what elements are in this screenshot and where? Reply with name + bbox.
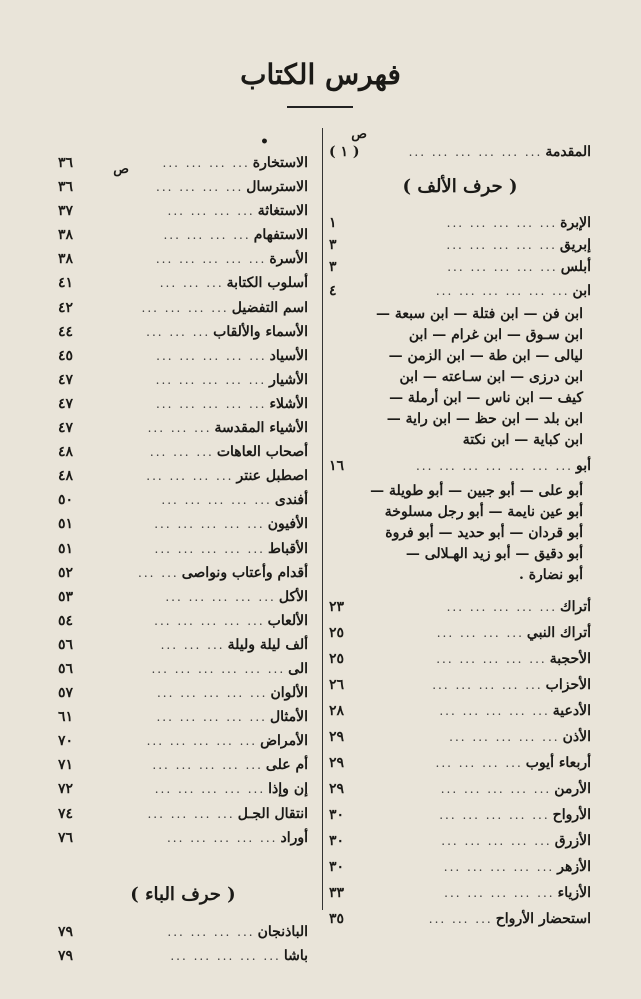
index-entry bbox=[58, 633, 308, 657]
page-number: ٣٥ bbox=[329, 911, 345, 927]
leader-dots: ... ... ... bbox=[146, 324, 211, 339]
index-entry bbox=[58, 537, 308, 561]
page-number: ٣ bbox=[329, 237, 337, 253]
entry-title: أقدام وأعتاب ونواصى bbox=[181, 564, 308, 581]
leader-dots: ... ... ... ... ... bbox=[155, 252, 267, 267]
entry-title: اسم التفضيل bbox=[231, 299, 308, 316]
leader-dots: ... ... ... ... ... bbox=[154, 613, 265, 628]
entry-title: الاستفهام bbox=[253, 227, 308, 244]
page-number: ٤٤ bbox=[58, 323, 74, 340]
leader-dots: ... ... ... ... ... bbox=[146, 734, 258, 749]
entry-title: الأقباط bbox=[267, 540, 308, 557]
entry-title: إن وإذا bbox=[268, 781, 308, 798]
left-entries bbox=[58, 151, 308, 850]
index-entry bbox=[58, 344, 308, 368]
entry-title: ابن bbox=[572, 283, 591, 299]
entry-title: الأسماء والألقاب bbox=[213, 323, 308, 340]
index-entry bbox=[329, 750, 591, 776]
leader-dots: ... ... ... ... ... bbox=[446, 216, 558, 230]
subentry-line: أبو دقيق — أبو زيد الهـلالى — bbox=[405, 546, 583, 562]
subentry-line: ابن كباية — ابن نكتة bbox=[462, 432, 583, 448]
leader-dots: ... ... ... bbox=[147, 421, 212, 436]
subentry-line: أبو عين نايمة — أبو رجل مسلوخة bbox=[384, 504, 583, 520]
leader-dots: ... ... ... ... ... bbox=[447, 260, 558, 274]
page-number: ٣ bbox=[329, 259, 337, 275]
index-entry bbox=[58, 585, 308, 609]
index-entry bbox=[58, 271, 308, 295]
entry-title: باشا bbox=[283, 947, 308, 964]
leader-dots: ... ... ... ... ... bbox=[154, 541, 265, 556]
leader-dots: ... ... ... ... ... ... bbox=[435, 284, 570, 298]
page-number: ٧٤ bbox=[58, 805, 74, 822]
leader-dots: ... ... ... ... ... bbox=[439, 704, 550, 718]
page-number: ٣٧ bbox=[58, 203, 74, 220]
entry-title: أوراد bbox=[280, 829, 308, 846]
leader-dots: ... ... ... ... ... bbox=[155, 372, 267, 387]
entry-title: الأمراض bbox=[260, 733, 308, 750]
index-entry bbox=[58, 826, 308, 850]
index-entry bbox=[329, 212, 591, 234]
subentry-line: ابن بلد — ابن حظ — ابن راية — bbox=[386, 411, 583, 427]
leader-dots: ... ... ... ... ... bbox=[161, 493, 272, 508]
entry-title: الإبرة bbox=[560, 215, 591, 231]
leader-dots: ... ... bbox=[138, 565, 179, 580]
entry-title: انتقال الجـل bbox=[237, 805, 308, 822]
entry-title: الأشياء المقدسة bbox=[214, 420, 308, 437]
page-number: ٥٦ bbox=[58, 636, 74, 653]
entry-title: أربعاء أيوب bbox=[525, 755, 591, 771]
page-number: ١٦ bbox=[329, 458, 345, 474]
leader-dots: ... ... ... ... ... bbox=[443, 860, 555, 874]
entry-title: الألوان bbox=[270, 685, 308, 702]
leader-dots: ... ... ... ... ... bbox=[440, 782, 552, 796]
entry-title: أتراك النبي bbox=[526, 625, 591, 641]
subentry-line: ابن درزى — ابن سـاعته — ابن bbox=[399, 369, 583, 385]
leader-dots: ... ... ... ... bbox=[156, 180, 244, 195]
leader-dots: ... ... ... ... ... bbox=[441, 834, 552, 848]
leader-dots: ... ... ... ... bbox=[436, 626, 524, 640]
leader-dots: ... ... ... ... ... bbox=[155, 396, 267, 411]
page-number: ٢٥ bbox=[329, 651, 345, 667]
leader-dots: ... ... ... ... ... bbox=[166, 830, 278, 845]
entry-title: أصحاب العاهات bbox=[216, 444, 308, 461]
page-number: ٤٧ bbox=[58, 420, 74, 437]
leader-dots: ... ... ... ... bbox=[162, 156, 250, 170]
page-number: ٢٥ bbox=[329, 625, 345, 641]
page-number: ٣٠ bbox=[329, 859, 345, 875]
index-entry bbox=[329, 906, 591, 932]
index-entry bbox=[58, 561, 308, 585]
entry-title: الى bbox=[288, 660, 308, 677]
entry-title: الأزهر bbox=[557, 859, 591, 875]
subentry-line: ليالى — ابن طة — ابن الزمن — bbox=[388, 348, 583, 364]
index-entry bbox=[58, 440, 308, 464]
page-number: ٥٠ bbox=[58, 492, 74, 509]
entry-title: ألف ليلة وليلة bbox=[227, 636, 308, 653]
leader-dots: ... ... ... ... bbox=[147, 806, 235, 821]
entry-title: الاستغاثة bbox=[257, 203, 308, 220]
leader-dots: ... ... ... bbox=[149, 445, 214, 460]
page-number: ٢٩ bbox=[329, 729, 345, 745]
page-number: ٥٤ bbox=[58, 612, 74, 629]
page-number: ٢٨ bbox=[329, 703, 345, 719]
entry-title: الأحزاب bbox=[545, 677, 591, 693]
page-number: ٥٧ bbox=[58, 685, 74, 702]
index-entry bbox=[58, 705, 308, 729]
leader-dots: ... ... ... ... ... bbox=[156, 686, 268, 701]
title-underline bbox=[287, 106, 353, 108]
leader-dots: ... ... ... ... ... bbox=[449, 730, 560, 744]
entry-title: الأمثال bbox=[269, 709, 308, 726]
entry-title: الألعاب bbox=[267, 612, 308, 629]
page-number: ٣٨ bbox=[58, 227, 74, 244]
page-number: ٢٩ bbox=[329, 755, 345, 771]
leader-dots: ... ... ... ... bbox=[141, 300, 229, 315]
index-entry bbox=[58, 247, 308, 271]
index-entry bbox=[58, 512, 308, 536]
index-entry bbox=[329, 234, 591, 256]
entry-title: الأرمن bbox=[554, 781, 591, 797]
page-number: ٣٨ bbox=[58, 251, 74, 268]
index-entry bbox=[58, 657, 308, 681]
index-entry bbox=[58, 944, 308, 968]
index-entry bbox=[329, 278, 591, 304]
page-number: ٤٧ bbox=[58, 395, 74, 412]
page-number: ٤٥ bbox=[58, 347, 74, 364]
index-entry bbox=[58, 609, 308, 633]
index-entry bbox=[58, 488, 308, 512]
leader-dots: ... ... ... ... bbox=[167, 204, 255, 219]
page-number: ٣٦ bbox=[58, 179, 74, 196]
right-page-abbrev: ص bbox=[351, 127, 367, 142]
index-entry bbox=[329, 256, 591, 278]
leader-dots: ... ... ... ... ... bbox=[152, 758, 263, 773]
leader-dots: ... ... ... ... ... bbox=[436, 652, 547, 666]
leader-dots: ... ... ... ... ... bbox=[444, 886, 555, 900]
entry-title: الأزياء bbox=[557, 885, 591, 901]
leader-dots: ... ... ... bbox=[159, 276, 224, 291]
index-entry bbox=[58, 223, 308, 247]
index-entry bbox=[329, 594, 591, 620]
index-entry bbox=[58, 175, 308, 199]
subentry-line: كيف — ابن ناس — ابن أرملة — bbox=[389, 390, 583, 406]
index-entry bbox=[329, 451, 591, 481]
entry-title: الأحجبة bbox=[549, 651, 591, 667]
leader-dots: ... ... ... ... ... ... ... bbox=[415, 459, 573, 473]
column-divider bbox=[322, 128, 323, 910]
bullet-mark: • bbox=[260, 134, 269, 150]
entry-title: الأزرق bbox=[554, 833, 591, 849]
entry-title: اصطبل عنتر bbox=[236, 468, 308, 485]
page-number: ١ bbox=[329, 215, 337, 231]
leader-dots: ... ... ... ... ... ... bbox=[151, 661, 286, 676]
index-entry bbox=[329, 854, 591, 880]
page-number: ٧٦ bbox=[58, 829, 74, 846]
leader-dots: ... ... ... ... ... ... bbox=[408, 145, 543, 159]
abu-subentries bbox=[329, 481, 591, 586]
index-entry bbox=[58, 151, 308, 175]
section-heading-ba: ( حرف الباء ) bbox=[130, 883, 236, 905]
index-entry bbox=[58, 296, 308, 320]
leader-dots: ... ... ... ... ... bbox=[154, 517, 265, 532]
index-entry bbox=[58, 199, 308, 223]
ibn-subentries bbox=[329, 304, 591, 451]
index-entry bbox=[329, 646, 591, 672]
index-entry bbox=[58, 416, 308, 440]
subentry-line: أبو على — أبو جبين — أبو طويلة — bbox=[370, 483, 583, 499]
index-entry bbox=[329, 880, 591, 906]
index-entry bbox=[329, 828, 591, 854]
index-entry bbox=[58, 681, 308, 705]
section-heading-alif: ( حرف الألف ) bbox=[402, 176, 518, 197]
entry-title: الأفيون bbox=[267, 516, 308, 533]
leader-dots: ... ... ... ... bbox=[163, 228, 251, 243]
page-number: ٣٣ bbox=[329, 885, 345, 901]
subentry-line: ابن فن — ابن فتلة — ابن سبعة — bbox=[376, 306, 583, 322]
page-number: ٤٧ bbox=[58, 371, 74, 388]
page-number: ٤١ bbox=[58, 275, 74, 292]
page-number: ٣٦ bbox=[58, 155, 74, 171]
page-number: ٧٩ bbox=[58, 947, 74, 964]
entry-title: المقدمة bbox=[545, 144, 591, 160]
page-number: ٥٣ bbox=[58, 588, 74, 605]
page-number: ٥١ bbox=[58, 516, 74, 533]
entry-title: أفندى bbox=[274, 492, 308, 509]
page-number: ٥٦ bbox=[58, 660, 74, 677]
entry-title: أتراك bbox=[560, 599, 591, 615]
page-number: ٤٢ bbox=[58, 299, 74, 316]
index-entry bbox=[329, 620, 591, 646]
leader-dots: ... ... ... ... ... bbox=[154, 782, 266, 797]
leader-dots: ... ... ... ... ... bbox=[446, 600, 558, 614]
page-title: فهرس الكتاب bbox=[240, 58, 401, 91]
index-entry bbox=[58, 320, 308, 344]
index-entry bbox=[58, 464, 308, 488]
entry-title: الأذن bbox=[562, 729, 591, 745]
entry-title: الأسرة bbox=[269, 251, 308, 268]
entry-title: الاستخارة bbox=[252, 155, 308, 171]
leader-dots: ... ... ... ... bbox=[167, 924, 255, 939]
entry-title: أبلس bbox=[560, 259, 591, 275]
page-number: ٤٨ bbox=[58, 444, 74, 461]
entry-title: الأدعية bbox=[552, 703, 591, 719]
page-number: ( ١ ) bbox=[329, 144, 360, 160]
index-entry bbox=[58, 753, 308, 777]
index-entry bbox=[58, 392, 308, 416]
entry-title: أم على bbox=[265, 757, 308, 774]
entry-title: الأرواح bbox=[552, 807, 591, 823]
index-entry bbox=[329, 776, 591, 802]
subentry-line: أبو قردان — أبو حديد — أبو فروة bbox=[385, 525, 583, 541]
page-number: ٤ bbox=[329, 283, 337, 299]
entry-title: أبو bbox=[575, 458, 591, 474]
index-entry bbox=[329, 144, 591, 160]
index-entry bbox=[329, 802, 591, 828]
page-number: ٢٩ bbox=[329, 781, 345, 797]
leader-dots: ... ... ... ... ... bbox=[170, 948, 281, 963]
page-number: ٣٠ bbox=[329, 807, 345, 823]
page-number: ٧٩ bbox=[58, 923, 74, 940]
leader-dots: ... ... ... ... ... bbox=[432, 678, 543, 692]
ba-entries bbox=[58, 920, 308, 968]
page-number: ٤٨ bbox=[58, 468, 74, 485]
page-number: ٦١ bbox=[58, 709, 74, 726]
page-number: ٥٢ bbox=[58, 564, 74, 581]
entry-title: الأسياد bbox=[269, 347, 308, 364]
page-number: ٣٠ bbox=[329, 833, 345, 849]
index-entry bbox=[58, 777, 308, 801]
page-number: ٥١ bbox=[58, 540, 74, 557]
left-column bbox=[58, 133, 308, 968]
index-entry bbox=[329, 698, 591, 724]
entry-title: الأكل bbox=[278, 588, 308, 605]
leader-dots: ... ... ... ... ... bbox=[165, 589, 276, 604]
page-number: ٢٣ bbox=[329, 599, 345, 615]
leader-dots: ... ... ... ... ... bbox=[439, 808, 550, 822]
entry-title: الأشلاء bbox=[269, 395, 308, 412]
subentry-line: أبو نضارة . bbox=[518, 567, 583, 583]
entry-title: إبريق bbox=[559, 237, 591, 253]
page-number: ٧٠ bbox=[58, 733, 74, 750]
page-number: ٧٢ bbox=[58, 781, 74, 798]
leader-dots: ... ... ... bbox=[428, 912, 493, 926]
entry-title: الباذنجان bbox=[257, 923, 308, 940]
left-page-abbrev: ص bbox=[113, 162, 129, 177]
index-entry bbox=[58, 368, 308, 392]
entry-title: استحضار الأرواح bbox=[495, 911, 591, 927]
leader-dots: ... ... ... ... bbox=[146, 469, 234, 484]
index-entry bbox=[58, 729, 308, 753]
leader-dots: ... ... ... bbox=[160, 637, 225, 652]
leader-dots: ... ... ... ... ... bbox=[446, 238, 557, 252]
index-entry bbox=[58, 802, 308, 826]
subentry-line: ابن سـوق — ابن غرام — ابن bbox=[408, 327, 583, 343]
leader-dots: ... ... ... ... bbox=[435, 756, 523, 770]
entry-title: الاسترسال bbox=[246, 179, 308, 196]
entry-title: أسلوب الكتابة bbox=[226, 275, 308, 292]
leader-dots: ... ... ... ... ... bbox=[156, 710, 267, 725]
right-column bbox=[329, 127, 591, 932]
index-entry bbox=[329, 724, 591, 750]
entry-title: الأشيار bbox=[269, 371, 308, 388]
index-entry bbox=[58, 920, 308, 944]
leader-dots: ... ... ... ... ... bbox=[156, 348, 267, 363]
page-number: ٧١ bbox=[58, 757, 74, 774]
alif-entries bbox=[329, 594, 591, 932]
page-number: ٢٦ bbox=[329, 677, 345, 693]
index-entry bbox=[329, 672, 591, 698]
